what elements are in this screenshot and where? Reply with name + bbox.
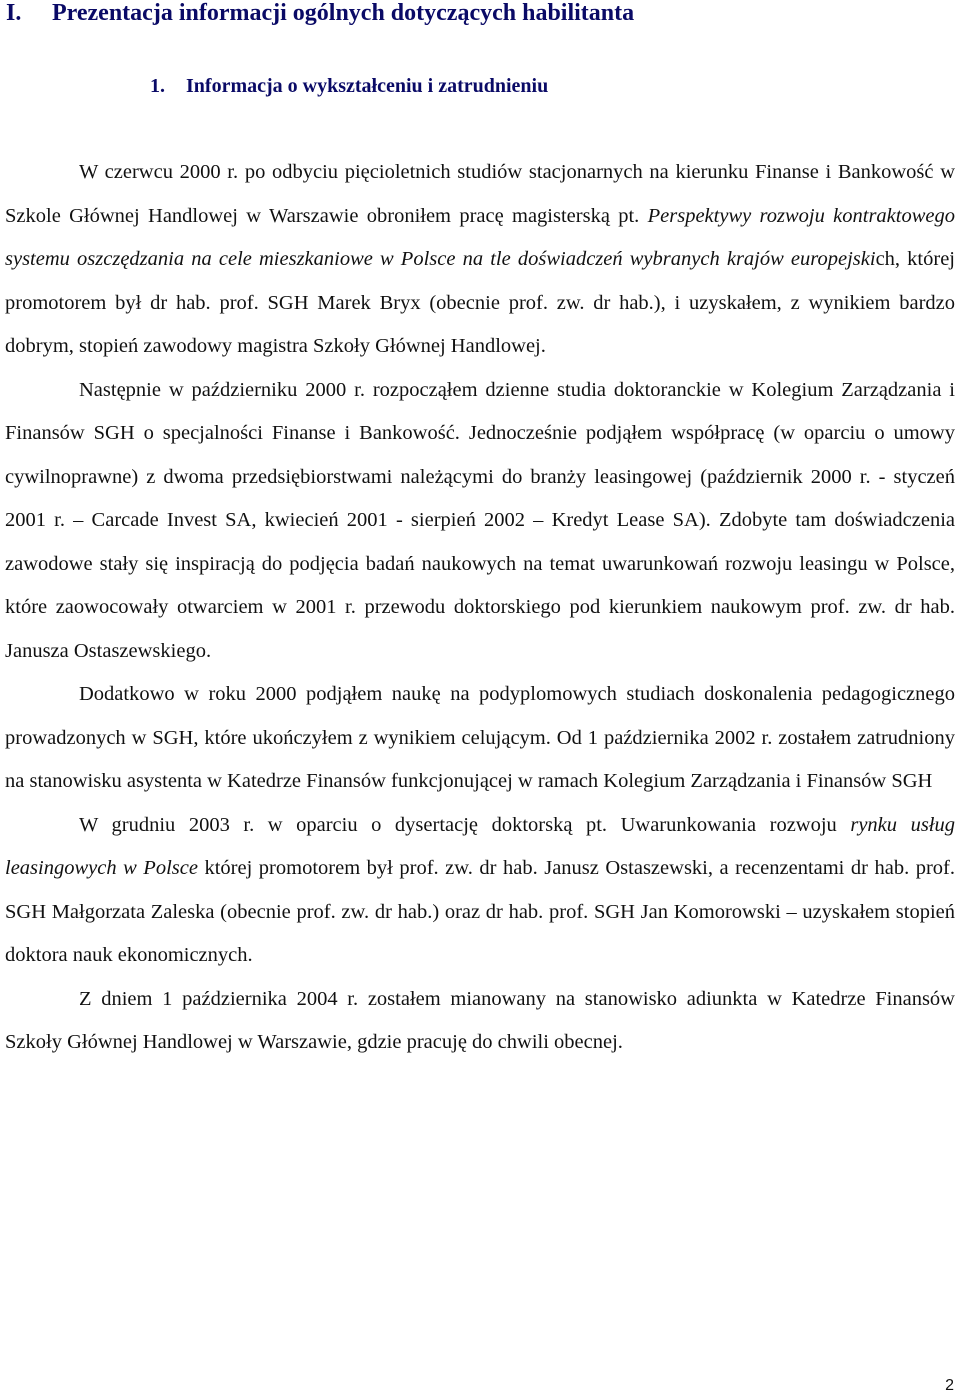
paragraph-doctoral-studies: Następnie w październiku 2000 r. rozpocząłem dzienne studia doktoranckie w Kolegium Zarządzania i Finansów SGH o specjalności Finanse i Bankowość. Jednocześnie podjąłem współpracę (w oparciu o umowy cywilnoprawne) z dwoma przedsiębiorstwami należącymi do branży leasingowej (październik 2000 r. - styczeń 2001 r. – Carcade Invest SA, kwiecień 2001 - sierpień 2002 – Kredyt Lease SA). Zdobyte tam doświadczenia zawodowe stały się inspiracją do podjęcia badań naukowych na temat uwarunkowań rozwoju leasingu w Polsce, które zaowocowały otwarciem w 2001 r. przewodu doktorskiego pod kierunkiem naukowym prof. zw. dr hab. Janusza Ostaszewskiego. bbox=[5, 378, 955, 662]
paragraph-text: W czerwcu 2000 r. po odbyciu pięcioletnich studiów stacjonarnych na kierunku Finanse i Bankowość w Szkole Głównej Handlowej w Warszawie obroniłem pracę magisterską pt. bbox=[5, 161, 955, 227]
paragraph-postgraduate: Dodatkowo w roku 2000 podjąłem naukę na podyplomowych studiach doskonalenia pedagogicznego prowadzonych w SGH, które ukończyłem z wynikiem celującym. Od 1 października 2002 r. zostałem zatrudniony na stanowisku asystenta w Katedrze Finansów funkcjonującej w ramach Kolegium Zarządzania i Finansów SGH bbox=[5, 683, 955, 792]
paragraph-text: W grudniu 2003 r. w oparciu o dysertację doktorską pt. Uwarunkowania rozwoju bbox=[79, 813, 851, 836]
paragraph-text: ch, której promotorem był dr hab. prof. SGH Marek Bryx (obecnie prof. zw. dr hab.), i uzyskałem, z wynikiem bardzo dobrym, stopień zawodowy magistra Szkoły Głównej Handlowej. bbox=[5, 248, 955, 357]
dissertation-title: rynku usług leasingowych w Polsce bbox=[5, 813, 955, 879]
thesis-title: Perspektywy rozwoju kontraktowego systemu oszczędzania na cele mieszkaniowe w Polsce na tle doświadczeń wybranych krajów europejski bbox=[5, 204, 955, 270]
paragraph-current-position: Z dniem 1 października 2004 r. zostałem mianowany na stanowisko adiunkta w Katedrze Finansów Szkoły Głównej Handlowej w Warszawie, gdzie pracuję do chwili obecnej. bbox=[5, 987, 955, 1053]
subsection-title: Informacja o wykształceniu i zatrudnieniu bbox=[186, 75, 549, 97]
section-number: I. bbox=[6, 0, 22, 26]
paragraph-education bbox=[5, 151, 955, 369]
section-title: Prezentacja informacji ogólnych dotyczących habilitanta bbox=[52, 0, 635, 26]
paragraph-doctorate bbox=[5, 804, 955, 978]
subsection-heading bbox=[150, 72, 548, 100]
subsection-number: 1. bbox=[150, 75, 165, 97]
body-text bbox=[5, 151, 955, 1065]
section-heading bbox=[6, 0, 634, 28]
paragraph-text: której promotorem był prof. zw. dr hab. Janusz Ostaszewski, a recenzentami dr hab. prof. SGH Małgorzata Zaleska (obecnie prof. zw. dr hab.) oraz dr hab. prof. SGH Jan Komorowski – uzyskałem stopień doktora nauk ekonomicznych. bbox=[5, 857, 956, 966]
page-number: 2 bbox=[945, 1377, 954, 1394]
